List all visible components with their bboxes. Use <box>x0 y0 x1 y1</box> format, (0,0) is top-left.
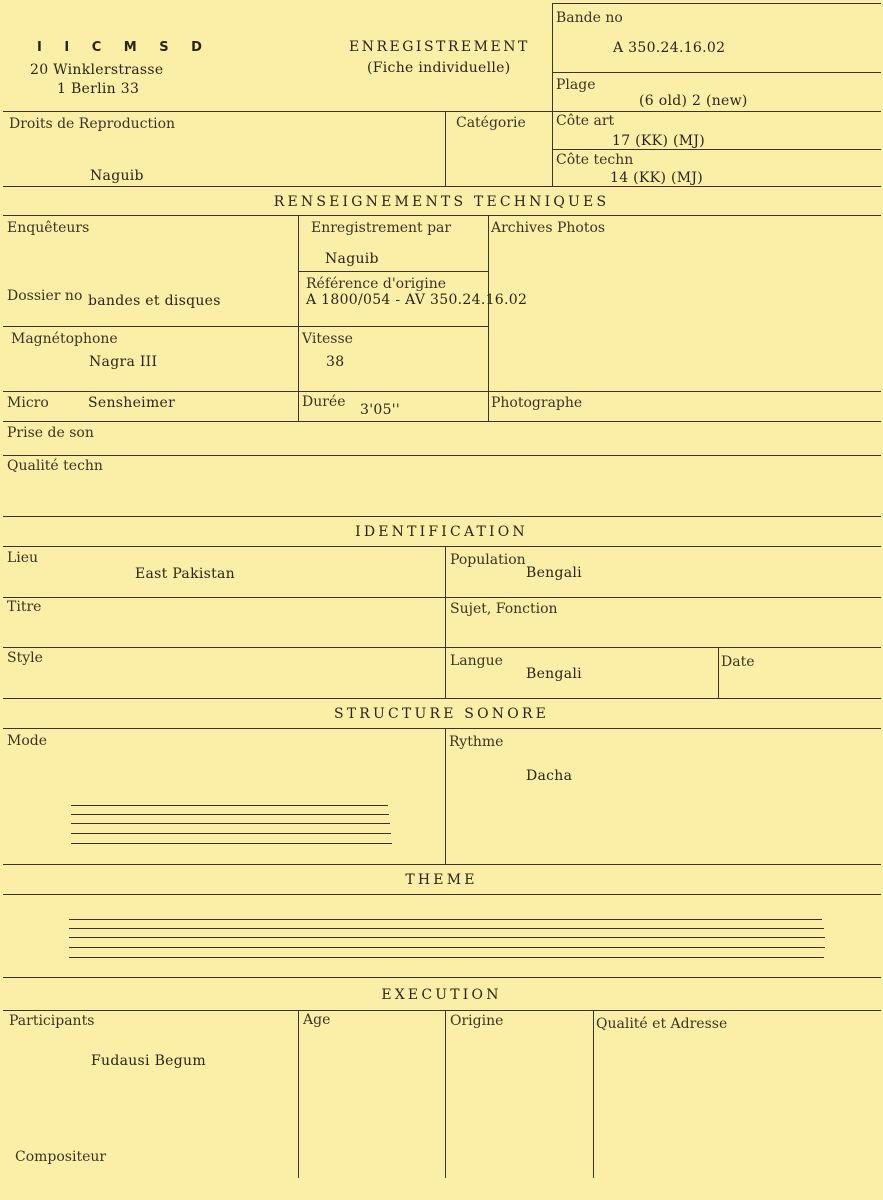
rule <box>3 421 881 422</box>
section-title-execution: EXECUTION <box>381 987 502 1003</box>
theme-staff-line <box>69 947 825 948</box>
rule <box>3 894 881 895</box>
rule <box>718 647 719 698</box>
rule <box>3 391 881 392</box>
rule <box>552 72 881 73</box>
rule <box>445 111 446 186</box>
micro-label: Micro <box>7 395 49 411</box>
mode-staff-line <box>71 805 388 806</box>
magnetophone-value: Nagra III <box>89 354 158 370</box>
rule <box>3 186 881 187</box>
vitesse-value: 38 <box>326 354 345 370</box>
rule <box>3 215 881 216</box>
rule <box>298 271 488 272</box>
participants-label: Participants <box>9 1013 95 1029</box>
rule <box>3 647 881 648</box>
mode-staff-line <box>71 814 389 815</box>
org-street: 20 Winklerstrasse <box>30 62 164 78</box>
rule <box>3 326 488 327</box>
section-title-structure: STRUCTURE SONORE <box>333 706 550 722</box>
mode-staff-line <box>71 833 391 834</box>
qualite-adresse-label: Qualité et Adresse <box>596 1016 728 1032</box>
org-city: 1 Berlin 33 <box>57 81 140 97</box>
dossier-label: Dossier no <box>7 288 83 304</box>
plage-label: Plage <box>556 77 596 93</box>
bande-value: A 350.24.16.02 <box>613 40 726 56</box>
archives-photos-label: Archives Photos <box>491 220 606 236</box>
titre-label: Titre <box>7 599 42 615</box>
rule <box>3 546 881 547</box>
reference-label: Référence d'origine <box>306 276 447 292</box>
rule <box>445 1010 446 1178</box>
theme-staff-line <box>69 928 824 929</box>
langue-label: Langue <box>450 653 503 669</box>
rule <box>3 111 881 112</box>
enqueteurs-label: Enquêteurs <box>7 220 90 236</box>
sujet-label: Sujet, Fonction <box>450 601 558 617</box>
rule <box>3 698 881 699</box>
theme-staff-line <box>69 937 825 938</box>
participants-value: Fudausi Begum <box>91 1053 206 1069</box>
cote-art-value: 17 (KK) (MJ) <box>612 133 706 149</box>
rule <box>552 149 881 150</box>
rule <box>298 1010 299 1178</box>
date-label: Date <box>721 654 755 670</box>
cote-techn-value: 14 (KK) (MJ) <box>610 170 704 186</box>
rule <box>445 546 446 698</box>
bande-label: Bande no <box>556 10 623 26</box>
categorie-label: Catégorie <box>456 115 526 131</box>
rule <box>3 977 881 978</box>
population-value: Bengali <box>526 565 582 581</box>
vitesse-label: Vitesse <box>302 331 353 347</box>
magnetophone-label: Magnétophone <box>11 331 118 347</box>
rule <box>552 3 881 4</box>
rule <box>3 864 881 865</box>
compositeur-label: Compositeur <box>15 1149 107 1165</box>
origine-label: Origine <box>450 1013 504 1029</box>
rule <box>3 1010 881 1011</box>
rythme-label: Rythme <box>449 734 504 750</box>
plage-value: (6 old) 2 (new) <box>639 93 748 109</box>
micro-value: Sensheimer <box>88 395 176 411</box>
photographe-label: Photographe <box>491 395 583 411</box>
reference-value: A 1800/054 - AV 350.24.16.02 <box>306 292 528 308</box>
section-title-identification: IDENTIFICATION <box>355 524 528 540</box>
section-title-technique: RENSEIGNEMENTS TECHNIQUES <box>273 194 610 210</box>
mode-staff-line <box>71 843 392 844</box>
lieu-label: Lieu <box>7 550 39 566</box>
rule <box>593 1010 594 1178</box>
lieu-value: East Pakistan <box>135 566 235 582</box>
rule <box>3 455 881 456</box>
mode-staff-line <box>71 823 390 824</box>
form-subtitle: (Fiche individuelle) <box>367 60 511 76</box>
rule <box>3 516 881 517</box>
rule <box>298 215 299 421</box>
rythme-value: Dacha <box>526 768 573 784</box>
rule <box>3 597 881 598</box>
duree-value: 3'05'' <box>360 402 401 418</box>
droits-label: Droits de Reproduction <box>9 116 176 132</box>
theme-staff-line <box>69 919 822 920</box>
enregistrement-par-value: Naguib <box>325 251 379 267</box>
enregistrement-par-label: Enregistrement par <box>311 220 452 236</box>
droits-value: Naguib <box>90 168 144 184</box>
rule <box>552 3 553 186</box>
qualite-techn-label: Qualité techn <box>7 458 103 474</box>
section-title-theme: THEME <box>405 872 478 888</box>
mode-label: Mode <box>7 733 48 749</box>
rule <box>445 728 446 864</box>
duree-label: Durée <box>302 394 346 410</box>
prise-de-son-label: Prise de son <box>7 425 94 441</box>
form-title: ENREGISTREMENT <box>349 39 530 55</box>
population-label: Population <box>450 552 526 568</box>
dossier-value: bandes et disques <box>88 293 221 309</box>
org-name: I I C M S D <box>37 40 211 55</box>
rule <box>488 215 489 421</box>
rule <box>3 728 881 729</box>
theme-staff-line <box>69 957 824 958</box>
age-label: Age <box>303 1012 331 1028</box>
cote-art-label: Côte art <box>556 113 615 129</box>
langue-value: Bengali <box>526 666 582 682</box>
cote-techn-label: Côte techn <box>556 152 634 168</box>
style-label: Style <box>7 650 43 666</box>
